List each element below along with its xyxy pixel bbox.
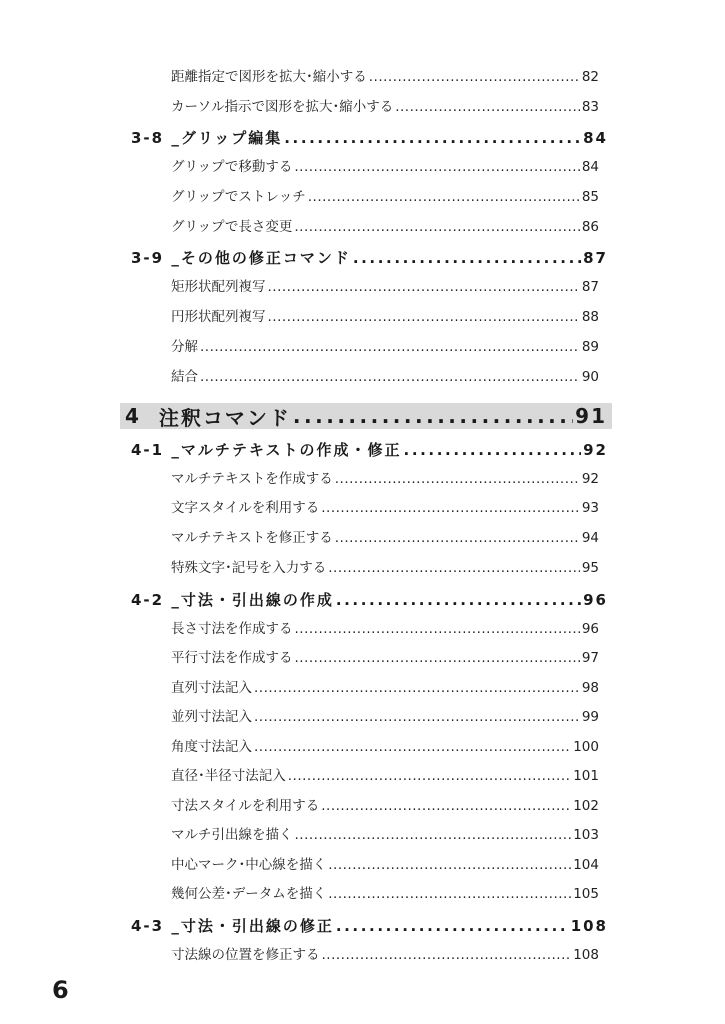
toc-item-row[interactable]	[171, 882, 599, 900]
toc-section-row[interactable]	[131, 247, 608, 267]
toc-item-row[interactable]	[171, 676, 599, 694]
toc-item-row[interactable]	[171, 764, 599, 782]
dot-leader	[336, 591, 581, 609]
page-number: 6	[52, 976, 69, 1004]
toc-entry-title: グリップでストレッチ	[171, 189, 306, 205]
toc-entry-title: 分解	[171, 339, 198, 355]
toc-item-row[interactable]	[171, 853, 599, 871]
toc-entry-page: 86	[581, 219, 599, 235]
toc-entry-title: 注釈コマンド	[158, 405, 291, 430]
toc-entry-title: 4-2 _寸法・引出線の作成	[131, 591, 334, 609]
dot-leader	[200, 369, 580, 385]
toc-entry-page: 98	[581, 680, 599, 696]
dot-leader	[395, 99, 580, 115]
toc-item-row[interactable]	[171, 185, 599, 203]
toc-item-row[interactable]	[171, 215, 599, 233]
toc-entry-title: マルチテキストを作成する	[171, 471, 333, 487]
dot-leader	[288, 768, 571, 784]
dot-leader	[321, 500, 580, 516]
toc-entry-page: 101	[573, 768, 599, 784]
dot-leader	[268, 279, 580, 295]
toc-entry-title: 角度寸法記入	[171, 739, 252, 755]
toc-entry-page: 83	[581, 99, 599, 115]
toc-entry-title: 特殊文字･記号を入力する	[171, 560, 327, 576]
toc-item-row[interactable]	[171, 556, 599, 574]
toc-entry-page: 108	[573, 947, 599, 963]
toc-item-row[interactable]	[171, 735, 599, 753]
toc-entry-title: 円形状配列複写	[171, 309, 266, 325]
toc-item-row[interactable]	[171, 823, 599, 841]
toc-item-row[interactable]	[171, 155, 599, 173]
dot-leader	[254, 739, 571, 755]
toc-entry-page: 91	[575, 404, 607, 428]
toc-item-row[interactable]	[171, 335, 599, 353]
toc-item-row[interactable]	[171, 275, 599, 293]
dot-leader	[200, 339, 580, 355]
toc-entry-page: 90	[581, 369, 599, 385]
dot-leader	[293, 404, 573, 428]
toc-chapter-row[interactable]	[120, 403, 612, 429]
toc-entry-title: 3-9 _その他の修正コマンド	[131, 249, 351, 267]
toc-section-row[interactable]	[131, 589, 608, 609]
dot-leader	[322, 947, 572, 963]
toc-entry-title: グリップで長さ変更	[171, 219, 293, 235]
toc-item-row[interactable]	[171, 943, 599, 961]
dot-leader	[321, 798, 571, 814]
toc-entry-page: 103	[573, 827, 599, 843]
toc-entry-title: マルチ引出線を描く	[171, 827, 293, 843]
toc-entry-page: 84	[583, 129, 608, 147]
toc-item-row[interactable]	[171, 646, 599, 664]
toc-entry-page: 105	[573, 886, 599, 902]
toc-entry-page: 100	[573, 739, 599, 755]
toc-section-row[interactable]	[131, 915, 608, 935]
toc-item-row[interactable]	[171, 365, 599, 383]
toc-item-row[interactable]	[171, 705, 599, 723]
toc-entry-page: 95	[581, 560, 599, 576]
dot-leader	[295, 827, 572, 843]
dot-leader	[369, 69, 580, 85]
toc-entry-title: 矩形状配列複写	[171, 279, 266, 295]
dot-leader	[294, 219, 579, 235]
toc-entry-page: 89	[581, 339, 599, 355]
dot-leader	[294, 159, 579, 175]
toc-entry-title: 直列寸法記入	[171, 680, 252, 696]
toc-entry-page: 108	[570, 917, 608, 935]
toc-entry-title: 中心マーク･中心線を描く	[171, 857, 327, 873]
toc-entry-page: 87	[581, 279, 599, 295]
toc-entry-page: 92	[583, 441, 608, 459]
toc-entry-page: 99	[581, 709, 599, 725]
dot-leader	[336, 917, 569, 935]
toc-entry-page: 85	[581, 189, 599, 205]
toc-entry-title: グリップで移動する	[171, 159, 293, 175]
toc-entry-page: 87	[583, 249, 608, 267]
dot-leader	[328, 560, 580, 576]
toc-entry-title: 3-8 _グリップ編集	[131, 129, 283, 147]
toc-entry-page: 93	[581, 500, 599, 516]
dot-leader	[254, 680, 580, 696]
toc-item-row[interactable]	[171, 496, 599, 514]
toc-entry-title: 文字スタイルを利用する	[171, 500, 320, 516]
dot-leader	[335, 471, 580, 487]
dot-leader	[404, 441, 582, 459]
toc-entry-page: 94	[581, 530, 599, 546]
toc-item-row[interactable]	[171, 794, 599, 812]
toc-entry-page: 84	[581, 159, 599, 175]
dot-leader	[328, 886, 571, 902]
dot-leader	[335, 530, 580, 546]
toc-item-row[interactable]	[171, 467, 599, 485]
toc-entry-title: 幾何公差･データムを描く	[171, 886, 327, 902]
toc-entry-title: 4-1 _マルチテキストの作成・修正	[131, 441, 402, 459]
toc-section-row[interactable]	[131, 439, 608, 459]
toc-entry-title: 寸法スタイルを利用する	[171, 798, 320, 814]
dot-leader	[268, 309, 580, 325]
dot-leader	[328, 857, 571, 873]
toc-item-row[interactable]	[171, 65, 599, 83]
chapter-number: 4	[125, 404, 141, 428]
toc-section-row[interactable]	[131, 127, 608, 147]
toc-entry-title: カーソル指示で図形を拡大･縮小する	[171, 99, 394, 115]
toc-entry-title: 寸法線の位置を修正する	[171, 947, 320, 963]
toc-entry-title: マルチテキストを修正する	[171, 530, 333, 546]
dot-leader	[308, 189, 580, 205]
toc-entry-page: 92	[581, 471, 599, 487]
dot-leader	[254, 709, 580, 725]
toc-entry-page: 88	[581, 309, 599, 325]
toc-item-row[interactable]	[171, 95, 599, 113]
toc-entry-page: 82	[581, 69, 599, 85]
toc-entry-title: 4-3 _寸法・引出線の修正	[131, 917, 334, 935]
toc-item-row[interactable]	[171, 526, 599, 544]
toc-item-row[interactable]	[171, 305, 599, 323]
dot-leader	[295, 621, 580, 637]
toc-entry-page: 96	[583, 591, 608, 609]
dot-leader	[295, 650, 580, 666]
dot-leader	[284, 129, 581, 147]
toc-item-row[interactable]	[171, 617, 599, 635]
dot-leader	[353, 249, 581, 267]
toc-entry-page: 97	[581, 650, 599, 666]
toc-entry-title: 長さ寸法を作成する	[171, 621, 293, 637]
toc-entry-title: 直径･半径寸法記入	[171, 768, 286, 784]
toc-entry-page: 104	[573, 857, 599, 873]
toc-entry-title: 平行寸法を作成する	[171, 650, 293, 666]
toc-entry-page: 96	[581, 621, 599, 637]
toc-entry-page: 102	[573, 798, 599, 814]
toc-entry-title: 並列寸法記入	[171, 709, 252, 725]
toc-entry-title: 結合	[171, 369, 198, 385]
toc-entry-title: 距離指定で図形を拡大･縮小する	[171, 69, 367, 85]
